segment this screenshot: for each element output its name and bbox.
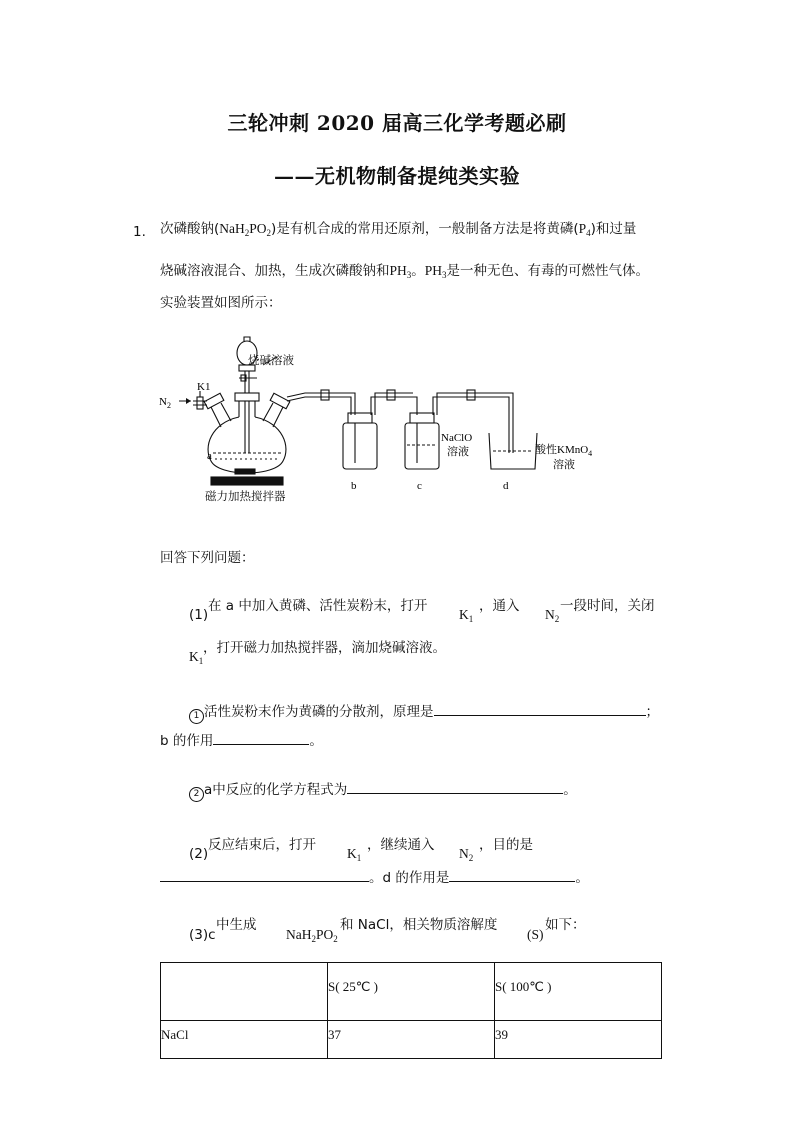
table-cell: NaCl xyxy=(161,1021,328,1059)
answer-blank-1[interactable] xyxy=(434,703,646,716)
sub2-line xyxy=(189,781,577,802)
part2-k1 xyxy=(347,846,361,862)
intro-text-4: 烧碱溶液混合、加热，生成次磷酸钠和 xyxy=(160,263,390,279)
part2-mid: 。d 的作用是 xyxy=(369,870,450,886)
part2-end: 。 xyxy=(575,870,589,886)
formula-sub: 2 xyxy=(333,934,338,944)
part2-text-2: ，继续通入 xyxy=(367,837,435,853)
bottle-c xyxy=(405,423,439,469)
formula-sub: 3 xyxy=(406,270,412,280)
intro-text-1: 次磷酸钠( xyxy=(160,221,220,237)
sub1-line2-text: b 的作用 xyxy=(160,733,214,749)
answer-prompt: 回答下列问题： xyxy=(160,550,255,566)
formula-part: NaH xyxy=(219,221,245,236)
part2-line-2 xyxy=(160,869,589,886)
label-k1: K1 xyxy=(197,381,211,393)
n-letter: N xyxy=(459,846,469,861)
part2-number: (2) xyxy=(189,846,209,862)
part1-text-4: ，打开磁力加热搅拌器，滴加烧碱溶液。 xyxy=(203,640,446,656)
part3-s: (S) xyxy=(527,927,544,942)
sub2-text: 中反应的化学方程式为 xyxy=(212,782,348,798)
label-naclo-solution: 溶液 xyxy=(447,446,469,458)
sub1-line-1 xyxy=(189,703,659,724)
k-sub: 1 xyxy=(198,656,204,666)
part3-text-2: 和 NaCl，相关物质溶解度 xyxy=(340,917,498,933)
magnetic-stirrer xyxy=(211,477,283,485)
page-title: 三轮冲刺 2020 届高三化学考题必刷 xyxy=(227,111,567,135)
k-sub: 1 xyxy=(468,614,474,624)
formula-sub: 2 xyxy=(311,934,316,944)
formula-p4 xyxy=(579,221,591,236)
label-d: d xyxy=(503,480,509,492)
part1-text-1: 在 a 中加入黄磷、活性炭粉末，打开 xyxy=(208,598,428,614)
part2-text-3: ，目的是 xyxy=(479,837,533,853)
formula-part: PO xyxy=(316,927,334,942)
formula-part: P xyxy=(578,221,587,236)
label-naclo: NaClO xyxy=(441,432,473,444)
label-naoh-solution: 烧碱溶液 xyxy=(248,355,294,367)
answer-blank-5[interactable] xyxy=(449,869,575,882)
table-cell: 37 xyxy=(328,1021,495,1059)
answer-blank-4[interactable] xyxy=(160,869,369,882)
formula-part: NaH xyxy=(286,927,312,942)
formula-sub: 2 xyxy=(244,228,250,238)
solubility-table xyxy=(160,962,662,1059)
table-header-cell: S( 25℃ ) xyxy=(328,963,495,1021)
part3-c: c xyxy=(208,927,216,943)
sub1-line-2 xyxy=(160,732,323,749)
sub2-end: 。 xyxy=(563,782,577,798)
bottle-b xyxy=(343,423,377,469)
label-b: b xyxy=(351,480,357,492)
answer-blank-2[interactable] xyxy=(213,732,309,745)
label-c: c xyxy=(417,480,422,492)
sub1-text: 活性炭粉末作为黄磷的分散剂，原理是 xyxy=(204,704,434,720)
kmno4-text: 酸性KMnO xyxy=(535,444,589,456)
part1-n2 xyxy=(545,607,559,623)
formula-part: PH xyxy=(389,263,407,278)
label-n2 xyxy=(159,396,171,410)
part3-formula xyxy=(286,927,338,943)
label-kmno4 xyxy=(535,442,592,458)
funnel-stopper xyxy=(244,337,250,341)
k-letter: K xyxy=(189,649,199,664)
part3-number xyxy=(189,927,216,943)
formula-sub: 2 xyxy=(266,228,272,238)
part1-text-2: ，通入 xyxy=(479,598,520,614)
k-letter: K xyxy=(347,846,357,861)
part3-text-1: 中生成 xyxy=(216,917,257,933)
table-header-row xyxy=(161,963,662,1021)
part1-text-3: 一段时间，关闭 xyxy=(560,598,655,614)
sub1-end: ； xyxy=(645,704,659,720)
part2-text-1: 反应结束后，打开 xyxy=(208,837,316,853)
intro-text-3: )和过量 xyxy=(590,221,637,237)
n-sub: 2 xyxy=(554,614,560,624)
table-header-cell: S( 100℃ ) xyxy=(495,963,662,1021)
kmno4-sub: 4 xyxy=(588,449,593,458)
formula-nah2po2 xyxy=(219,221,271,236)
n2-text: N xyxy=(159,396,167,408)
part1-number: (1) xyxy=(189,607,209,623)
question-number: 1. xyxy=(133,224,146,240)
table-cell: 39 xyxy=(495,1021,662,1059)
part3-num-text: (3) xyxy=(189,927,209,943)
n-letter: N xyxy=(545,607,555,622)
sub2-a: a xyxy=(204,782,213,798)
label-stirrer: 磁力加热搅拌器 xyxy=(205,491,286,503)
table-row xyxy=(161,1021,662,1059)
intro-line-1 xyxy=(160,221,636,237)
intro-text-5: 。 xyxy=(411,263,425,279)
part2-n2 xyxy=(459,846,473,862)
intro-text-6: 是一种无色、有毒的可燃性气体。 xyxy=(446,263,650,279)
table-header-cell xyxy=(161,963,328,1021)
intro-line-2 xyxy=(160,263,649,279)
formula-ph3-2 xyxy=(425,263,447,278)
part1-k1 xyxy=(459,607,473,623)
part3-text-3: 如下： xyxy=(545,917,586,933)
label-a: a xyxy=(207,450,212,462)
formula-ph3 xyxy=(390,263,412,278)
part1-k1-b xyxy=(189,649,203,665)
k-letter: K xyxy=(459,607,469,622)
n-sub: 2 xyxy=(468,853,474,863)
intro-text-2: )是有机合成的常用还原剂，一般制备方法是将黄磷( xyxy=(271,221,579,237)
k-sub: 1 xyxy=(356,853,362,863)
formula-sub: 3 xyxy=(442,270,447,280)
apparatus-diagram xyxy=(155,335,625,505)
formula-sub: 4 xyxy=(586,228,591,238)
page-subtitle: ——无机物制备提纯类实验 xyxy=(274,164,520,188)
label-kmno4-solution: 溶液 xyxy=(553,459,575,471)
circled-number-2: 2 xyxy=(189,787,204,802)
n2-sub: 2 xyxy=(166,401,171,410)
intro-line-3: 实验装置如图所示： xyxy=(160,295,282,311)
answer-blank-3[interactable] xyxy=(347,781,563,794)
formula-part: PH xyxy=(424,263,443,278)
sub1-line2-end: 。 xyxy=(309,733,323,749)
circled-number-1: 1 xyxy=(189,709,204,724)
formula-part: PO xyxy=(249,221,267,236)
